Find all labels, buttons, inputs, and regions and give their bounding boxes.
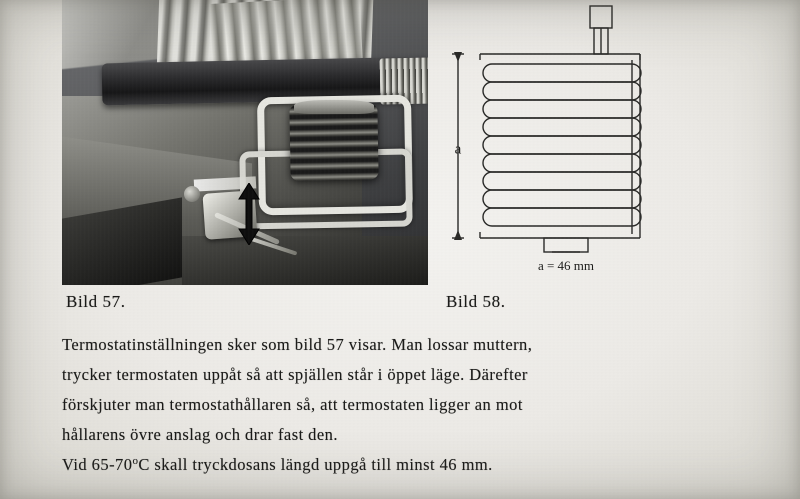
caption-bild-57: Bild 57.: [66, 292, 126, 311]
body-line-2: trycker termostaten uppåt så att spjällen står i öppet läge. Därefter: [62, 365, 528, 384]
double-arrow-annotation-icon: [238, 183, 260, 245]
photo-screw-head: [184, 186, 200, 202]
bellows-convolutions: [483, 64, 641, 226]
photo-content: [62, 0, 428, 285]
photo-thermostat-capsule: [289, 103, 378, 181]
degree-symbol: o: [132, 454, 139, 467]
bellows-diagram-svg: [444, 2, 784, 287]
figure-captions: [0, 292, 800, 318]
body-line-1: Termostatinställningen sker som bild 57 visar. Man lossar muttern,: [62, 335, 533, 354]
body-line-3: förskjuter man termostathållaren så, att termostaten ligger an mot: [62, 395, 523, 414]
figure-bild-57-photo: [62, 0, 428, 285]
body-line-4: hållarens övre anslag och drar fast den.: [62, 425, 338, 444]
caption-bild-58: Bild 58.: [446, 292, 506, 311]
temperature-suffix: C skall tryckdosans längd uppgå till minst 46 mm.: [138, 455, 493, 474]
body-line-5: [62, 450, 774, 480]
stem-cap: [590, 6, 612, 28]
dimension-note: a = 46 mm: [537, 258, 595, 273]
temperature-prefix: Vid 65-70: [62, 455, 133, 474]
figure-bild-58-drawing: [444, 2, 784, 287]
dimension-letter-a: a: [454, 141, 462, 158]
photo-capsule-top: [294, 100, 374, 114]
photo-shadow-region-bottom: [182, 236, 428, 285]
bottom-boss: [544, 238, 588, 252]
body-text-block: [62, 330, 774, 480]
